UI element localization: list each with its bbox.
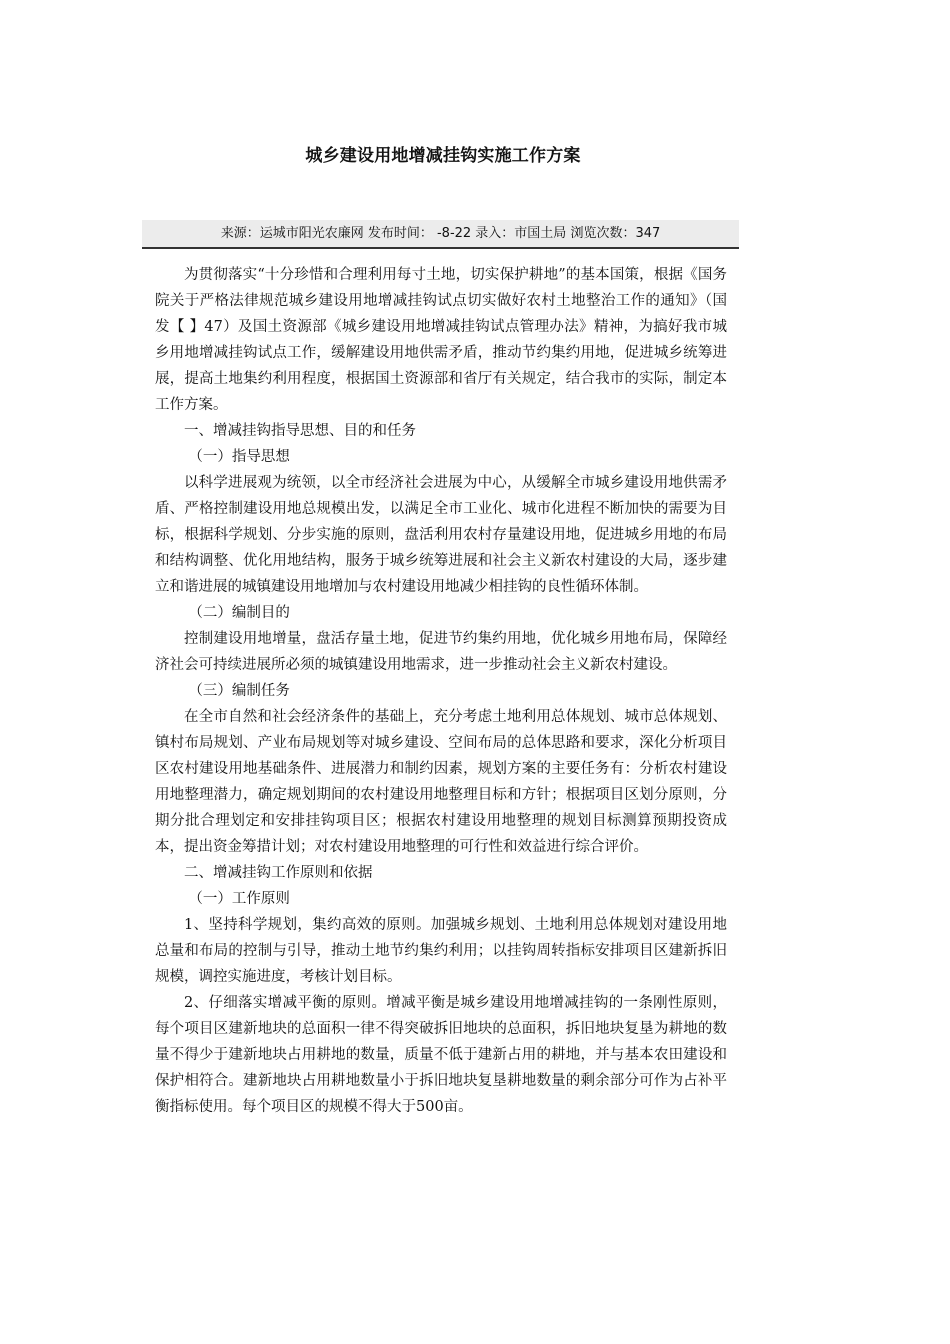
section-heading-2: 二、增减挂钩工作原则和依据 <box>184 865 373 881</box>
paragraph-principle-1: 1、坚持科学规划，集约高效的原则。加强城乡规划、土地利用总体规划对建设用地总量和布局的控制与引导，推动土地节约集约利用；以挂钩周转指标安排项目区建新拆旧规模，调控实施进度，考核计划目标。 <box>155 917 727 985</box>
paragraph-intro: 为贯彻落实“十分珍惜和合理利用每寸土地，切实保护耕地”的基本国策，根据《国务院关于严格法律规范城乡建设用地增减挂钩试点切实做好农村土地整治工作的通知》（国发【 】47）及国土资源部《城乡建设用地增减挂钩试点管理办法》精神，为搞好我市城乡用地增减挂钩试点工作，缓解建设用地供需矛盾，推动节约集约用地，促进城乡统筹进展，提高土地集约利用程度，根据国土资源部和省厅有关规定，结合我市的实际，制定本工作方案。 <box>155 267 727 413</box>
paragraph-purpose: 控制建设用地增量，盘活存量土地，促进节约集约用地，优化城乡用地布局，保障经济社会可持续进展所必须的城镇建设用地需求，进一步推动社会主义新农村建设。 <box>155 631 727 673</box>
section-heading-1: 一、增减挂钩指导思想、目的和任务 <box>184 423 416 439</box>
subsection-heading-guiding-thought: （一）指导思想 <box>188 449 290 465</box>
subsection-heading-tasks: （三）编制任务 <box>188 683 290 699</box>
subsection-heading-purpose: （二）编制目的 <box>188 605 290 621</box>
paragraph-principle-2: 2、仔细落实增减平衡的原则。增减平衡是城乡建设用地增减挂钩的一条刚性原则，每个项目区建新地块的总面积一律不得突破拆旧地块的总面积，拆旧地块复垦为耕地的数量不得少于建新地块占用耕地的数量，质量不低于建新占用的耕地，并与基本农田建设和保护相符合。建新地块占用耕地数量小于拆旧地块复垦耕地数量的剩余部分可作为占补平衡指标使用。每个项目区的规模不得大于500亩。 <box>155 995 727 1115</box>
document-title: 城乡建设用地增减挂钩实施工作方案 <box>305 146 581 166</box>
subsection-heading-principles: （一）工作原则 <box>188 891 290 907</box>
paragraph-tasks: 在全市自然和社会经济条件的基础上，充分考虑土地利用总体规划、城市总体规划、镇村布局规划、产业布局规划等对城乡建设、空间布局的总体思路和要求，深化分析项目区农村建设用地基础条件、进展潜力和制约因素，规划方案的主要任务有：分析农村建设用地整理潜力，确定规划期间的农村建设用地整理目标和方针；根据项目区划分原则，分期分批合理划定和安排挂钩项目区；根据农村建设用地整理的规划目标测算预期投资成本，提出资金筹措计划；对农村建设用地整理的可行性和效益进行综合评价。 <box>155 709 727 855</box>
paragraph-guiding-thought: 以科学进展观为统领，以全市经济社会进展为中心，从缓解全市城乡建设用地供需矛盾、严格控制建设用地总规模出发，以满足全市工业化、城市化进程不断加快的需要为目标，根据科学规划、分步实施的原则，盘活利用农村存量建设用地，促进城乡用地的布局和结构调整、优化用地结构，服务于城乡统筹进展和社会主义新农村建设的大局，逐步建立和谐进展的城镇建设用地增加与农村建设用地减少相挂钩的良性循环体制。 <box>155 475 727 595</box>
article-body <box>155 262 727 1120</box>
article-meta-bar: 来源：运城市阳光农廉网 发布时间： -8-22 录入：市国土局 浏览次数：347 <box>142 220 739 249</box>
